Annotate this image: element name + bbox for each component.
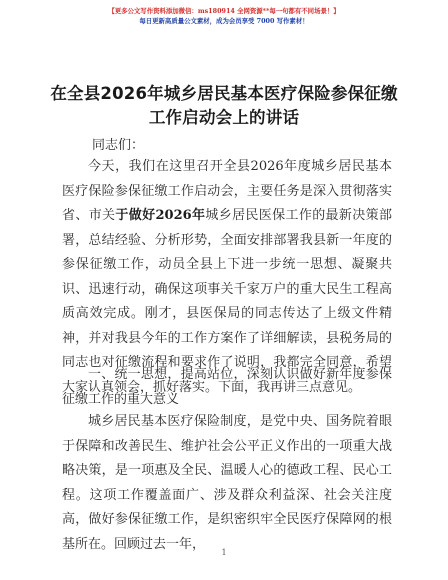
section-heading-1: 一、统一思想，提高站位，深刻认识做好新年度参保征缴工作的重大意义 (62, 367, 392, 407)
promo-banner-line1: 【更多公文写作资料添加微信：ms180914 全网资源**每一句都有不同场景！】 (108, 7, 340, 15)
paragraph-text: 今天，我们在这里召开全县2026年度城乡居民基本医疗保险参保征缴工作启动会，主要任务是深入贯彻落实省、市关 (62, 159, 392, 223)
promo-banner (0, 6, 448, 26)
highlighted-text: 于做好2026年 (115, 208, 206, 223)
body-paragraph-section-1: 城乡居民基本医疗保险制度，是党中央、国务院着眼于保障和改善民生、维护社会公平正义作出的一项重大战略决策，是一项惠及全民、温暖人心的德政工程、民心工程。这项工作覆盖面广、涉及群众利益深、社会关注度高，做好参保征缴工作，是织密织牢全民医疗保障网的根基所在。回顾过去一年， (62, 414, 392, 552)
promo-banner-line2: 每日更新高质量公文素材，成为会员享受 7000 写作素材！ (139, 17, 309, 25)
paragraph-text: 城乡居民医保工作的最新决策部署，总结经验、分析形势，全面安排部署我县新一年度的参保征缴工作，动员全县上下进一步统一思想、凝聚共识、迅速行动，确保这项事关千家万户的重大民生工程高质高效完成。刚才，县医保局的同志传达了上级文件精神，并对我县今年的工作方案作了详细解读，县税务局的同志也对征缴流程和要求作了说明，我都完全同意，希望大家认真领会，抓好落实。下面，我再讲三点意见。 (62, 208, 392, 395)
document-title-line1: 在全县2026年城乡居民基本医疗保险参保征缴 (50, 84, 398, 103)
document-title-line2: 工作启动会上的讲话 (148, 108, 300, 127)
page-number: 1 (221, 548, 227, 557)
salutation: 同志们： (92, 138, 145, 153)
document-title (40, 82, 408, 130)
